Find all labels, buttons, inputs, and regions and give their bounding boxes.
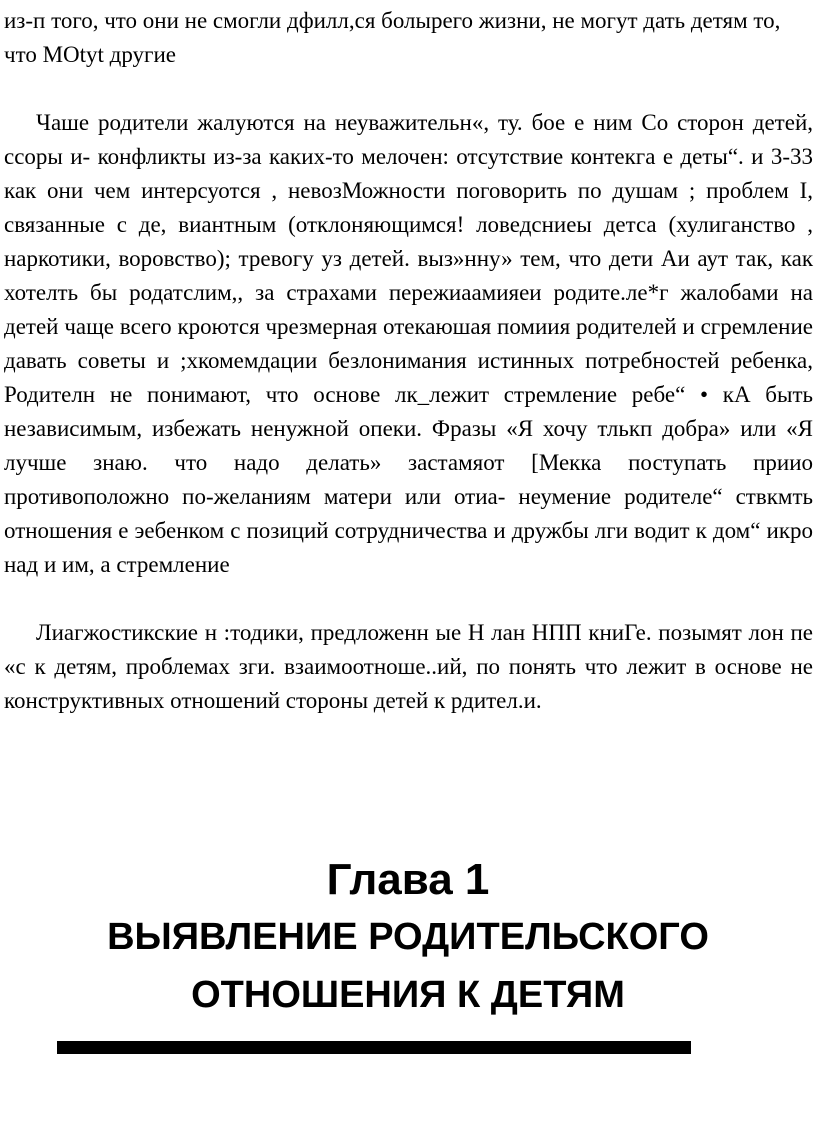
paragraph-gap [4,72,813,106]
paragraph-gap [4,582,813,616]
chapter-divider-rule [57,1041,691,1054]
paragraph-parent-complaints: Чаше родители жалуются на неуважительн«, ту. бое е ним Со сторон детей, ссоры и- конфликты из-за каких-то мелочен: отсутствие контекга е деты“. и 3-33 как они чем интерсуотся , невозМожности поговорить по душам ; проблем I, связанные с де, виантным (отклоняющимся! ловедсниеы детса (хулиганство , наркотики, воровство); тревогу уз детей. выз»нну» тем, что дети Аи аут так, как хотелть бы родатслим,, за страхами пережиаамияеи родите.ле*г жалобами на детей чаще всего кроются чрезмерная отекаюшая помиия родителей и сгремление давать советы и ;хкомемдации безлонимания истинных потребностей ребенка, Родителн не понимают, что основе лк_лежит стремление ребе“ • кА быть независимым, избежать ненужной опеки. Фразы «Я хочу тлькп добра» или «Я лучше знаю. что надо делать» застамяот [Мекка поступать приио противоположно по-желаниям матери или отиа- неумение родителе“ ствкмть отношения е эебенком с позиций сотрудничества и дружбы лги водит к дом“ икро над и им, а стремление [4,110,813,577]
chapter-title-line-2: ОТНОШЕНИЯ К ДЕТЯМ [191,974,625,1016]
chapter-number: Глава 1 [326,855,490,904]
paragraph-diagnostics: Лиагжостикские н :тодики, предложенн ые Н лан НПП книГе. позымят лон пе «с к детям, проблемах зги. взаимоотноше..ий, по понять что лежит в основе не конструктивных отношений стороны детей к рдител.и. [4,620,813,713]
paragraph-intro: из-п того, что они не смогли дфилл,ся болырего жизни, не могут дать детям то, что МОtyt другие [4,8,781,67]
document-page [4,4,813,718]
chapter-title-line-1: ВЫЯВЛЕНИЕ РОДИТЕЛЬСКОГО [107,916,709,958]
chapter-title [0,908,816,1024]
